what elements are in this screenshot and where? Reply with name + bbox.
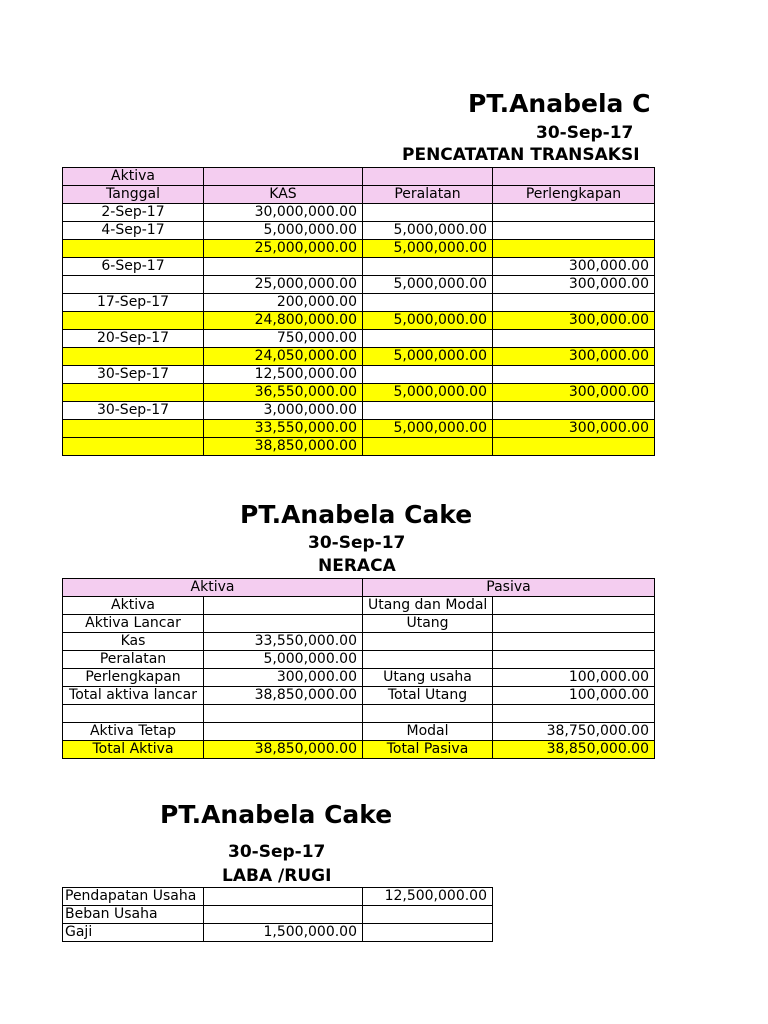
table-row [63, 705, 655, 723]
aktiva-value-cell: 38,850,000.00 [204, 741, 363, 759]
table-row [63, 348, 655, 366]
peralatan-cell: 5,000,000.00 [363, 222, 493, 240]
table-row [63, 294, 655, 312]
peralatan-cell [363, 402, 493, 420]
debit-cell [204, 906, 363, 924]
date-cell [63, 384, 204, 402]
neraca-title: PT.Anabela Cake [240, 500, 473, 529]
kas-cell: 33,550,000.00 [204, 420, 363, 438]
neraca-subtitle: NERACA [318, 556, 396, 576]
pasiva-label-cell [363, 633, 493, 651]
table-row [63, 687, 655, 705]
transaksi-header-row [63, 168, 655, 186]
date-cell: 20-Sep-17 [63, 330, 204, 348]
perlengkapan-cell [493, 240, 655, 258]
date-cell: 30-Sep-17 [63, 402, 204, 420]
header-cell [204, 168, 363, 186]
table-row [63, 330, 655, 348]
table-row [63, 258, 655, 276]
perlengkapan-cell [493, 222, 655, 240]
pasiva-label-cell [363, 651, 493, 669]
kas-cell: 12,500,000.00 [204, 366, 363, 384]
pasiva-label-cell [363, 705, 493, 723]
peralatan-cell [363, 366, 493, 384]
credit-cell [363, 906, 493, 924]
account-label-cell: Pendapatan Usaha [63, 888, 204, 906]
kas-cell: 750,000.00 [204, 330, 363, 348]
pasiva-value-cell: 38,850,000.00 [493, 741, 655, 759]
header-cell: Aktiva [63, 168, 204, 186]
pasiva-value-cell [493, 705, 655, 723]
table-row [63, 633, 655, 651]
peralatan-cell [363, 294, 493, 312]
perlengkapan-cell: 300,000.00 [493, 384, 655, 402]
neraca-date: 30-Sep-17 [308, 533, 406, 553]
aktiva-label-cell: Kas [63, 633, 204, 651]
pasiva-value-cell [493, 615, 655, 633]
transaksi-date: 30-Sep-17 [536, 123, 634, 143]
table-row [63, 276, 655, 294]
kas-cell: 5,000,000.00 [204, 222, 363, 240]
table-row [63, 888, 493, 906]
date-cell [63, 276, 204, 294]
perlengkapan-cell [493, 330, 655, 348]
column-header-perlengkapan: Perlengkapan [493, 186, 655, 204]
perlengkapan-cell [493, 438, 655, 456]
peralatan-cell: 5,000,000.00 [363, 240, 493, 258]
neraca-header-row [63, 579, 655, 597]
peralatan-cell [363, 258, 493, 276]
table-row [63, 402, 655, 420]
peralatan-cell: 5,000,000.00 [363, 276, 493, 294]
credit-cell [363, 924, 493, 942]
perlengkapan-cell [493, 402, 655, 420]
table-row [63, 240, 655, 258]
table-row [63, 906, 493, 924]
peralatan-cell: 5,000,000.00 [363, 420, 493, 438]
pasiva-value-cell [493, 651, 655, 669]
aktiva-label-cell: Total Aktiva [63, 741, 204, 759]
aktiva-label-cell: Perlengkapan [63, 669, 204, 687]
neraca-header-pasiva: Pasiva [363, 579, 655, 597]
peralatan-cell: 5,000,000.00 [363, 312, 493, 330]
account-label-cell: Gaji [63, 924, 204, 942]
peralatan-cell: 5,000,000.00 [363, 348, 493, 366]
kas-cell: 24,800,000.00 [204, 312, 363, 330]
kas-cell: 30,000,000.00 [204, 204, 363, 222]
transaksi-title: PT.Anabela C [468, 89, 651, 118]
table-row [63, 597, 655, 615]
transaksi-column-header-row [63, 186, 655, 204]
date-cell: 30-Sep-17 [63, 366, 204, 384]
date-cell [63, 240, 204, 258]
table-row [63, 420, 655, 438]
kas-cell: 3,000,000.00 [204, 402, 363, 420]
pasiva-label-cell: Utang usaha [363, 669, 493, 687]
labarugi-table [62, 887, 493, 942]
labarugi-title: PT.Anabela Cake [160, 800, 393, 829]
table-row [63, 366, 655, 384]
perlengkapan-cell: 300,000.00 [493, 348, 655, 366]
aktiva-value-cell [204, 705, 363, 723]
peralatan-cell [363, 204, 493, 222]
table-row [63, 222, 655, 240]
debit-cell [204, 888, 363, 906]
table-row [63, 384, 655, 402]
perlengkapan-cell [493, 294, 655, 312]
pasiva-label-cell: Total Pasiva [363, 741, 493, 759]
perlengkapan-cell [493, 204, 655, 222]
credit-cell: 12,500,000.00 [363, 888, 493, 906]
pasiva-value-cell [493, 597, 655, 615]
neraca-table [62, 578, 655, 759]
date-cell [63, 420, 204, 438]
labarugi-date: 30-Sep-17 [228, 842, 326, 862]
pasiva-value-cell: 100,000.00 [493, 669, 655, 687]
aktiva-value-cell [204, 723, 363, 741]
kas-cell: 25,000,000.00 [204, 240, 363, 258]
aktiva-label-cell [63, 705, 204, 723]
aktiva-value-cell: 300,000.00 [204, 669, 363, 687]
table-row [63, 312, 655, 330]
header-cell [363, 168, 493, 186]
neraca-header-aktiva: Aktiva [63, 579, 363, 597]
transaksi-table [62, 167, 655, 456]
table-row [63, 438, 655, 456]
date-cell: 17-Sep-17 [63, 294, 204, 312]
pasiva-label-cell: Total Utang [363, 687, 493, 705]
kas-cell: 24,050,000.00 [204, 348, 363, 366]
column-header-peralatan: Peralatan [363, 186, 493, 204]
transaksi-subtitle: PENCATATAN TRANSAKSI [402, 145, 640, 165]
date-cell [63, 438, 204, 456]
aktiva-value-cell: 38,850,000.00 [204, 687, 363, 705]
peralatan-cell [363, 330, 493, 348]
pasiva-label-cell: Modal [363, 723, 493, 741]
peralatan-cell [363, 438, 493, 456]
aktiva-label-cell: Peralatan [63, 651, 204, 669]
perlengkapan-cell: 300,000.00 [493, 420, 655, 438]
peralatan-cell: 5,000,000.00 [363, 384, 493, 402]
perlengkapan-cell: 300,000.00 [493, 276, 655, 294]
debit-cell: 1,500,000.00 [204, 924, 363, 942]
perlengkapan-cell: 300,000.00 [493, 258, 655, 276]
kas-cell: 25,000,000.00 [204, 276, 363, 294]
date-cell: 6-Sep-17 [63, 258, 204, 276]
pasiva-value-cell: 100,000.00 [493, 687, 655, 705]
table-row [63, 669, 655, 687]
perlengkapan-cell [493, 366, 655, 384]
date-cell: 4-Sep-17 [63, 222, 204, 240]
aktiva-label-cell: Aktiva Lancar [63, 615, 204, 633]
table-row [63, 741, 655, 759]
pasiva-label-cell: Utang dan Modal [363, 597, 493, 615]
aktiva-value-cell: 5,000,000.00 [204, 651, 363, 669]
pasiva-value-cell: 38,750,000.00 [493, 723, 655, 741]
column-header-tanggal: Tanggal [63, 186, 204, 204]
aktiva-label-cell: Total aktiva lancar [63, 687, 204, 705]
date-cell: 2-Sep-17 [63, 204, 204, 222]
aktiva-value-cell [204, 615, 363, 633]
aktiva-value-cell [204, 597, 363, 615]
date-cell [63, 348, 204, 366]
table-row [63, 651, 655, 669]
pasiva-label-cell: Utang [363, 615, 493, 633]
table-row [63, 615, 655, 633]
pasiva-value-cell [493, 633, 655, 651]
aktiva-label-cell: Aktiva [63, 597, 204, 615]
column-header-kas: KAS [204, 186, 363, 204]
aktiva-label-cell: Aktiva Tetap [63, 723, 204, 741]
labarugi-subtitle: LABA /RUGI [222, 866, 332, 886]
date-cell [63, 312, 204, 330]
kas-cell: 200,000.00 [204, 294, 363, 312]
account-label-cell: Beban Usaha [63, 906, 204, 924]
table-row [63, 204, 655, 222]
kas-cell [204, 258, 363, 276]
table-row [63, 723, 655, 741]
table-row [63, 924, 493, 942]
aktiva-value-cell: 33,550,000.00 [204, 633, 363, 651]
perlengkapan-cell: 300,000.00 [493, 312, 655, 330]
header-cell [493, 168, 655, 186]
kas-cell: 36,550,000.00 [204, 384, 363, 402]
kas-cell: 38,850,000.00 [204, 438, 363, 456]
